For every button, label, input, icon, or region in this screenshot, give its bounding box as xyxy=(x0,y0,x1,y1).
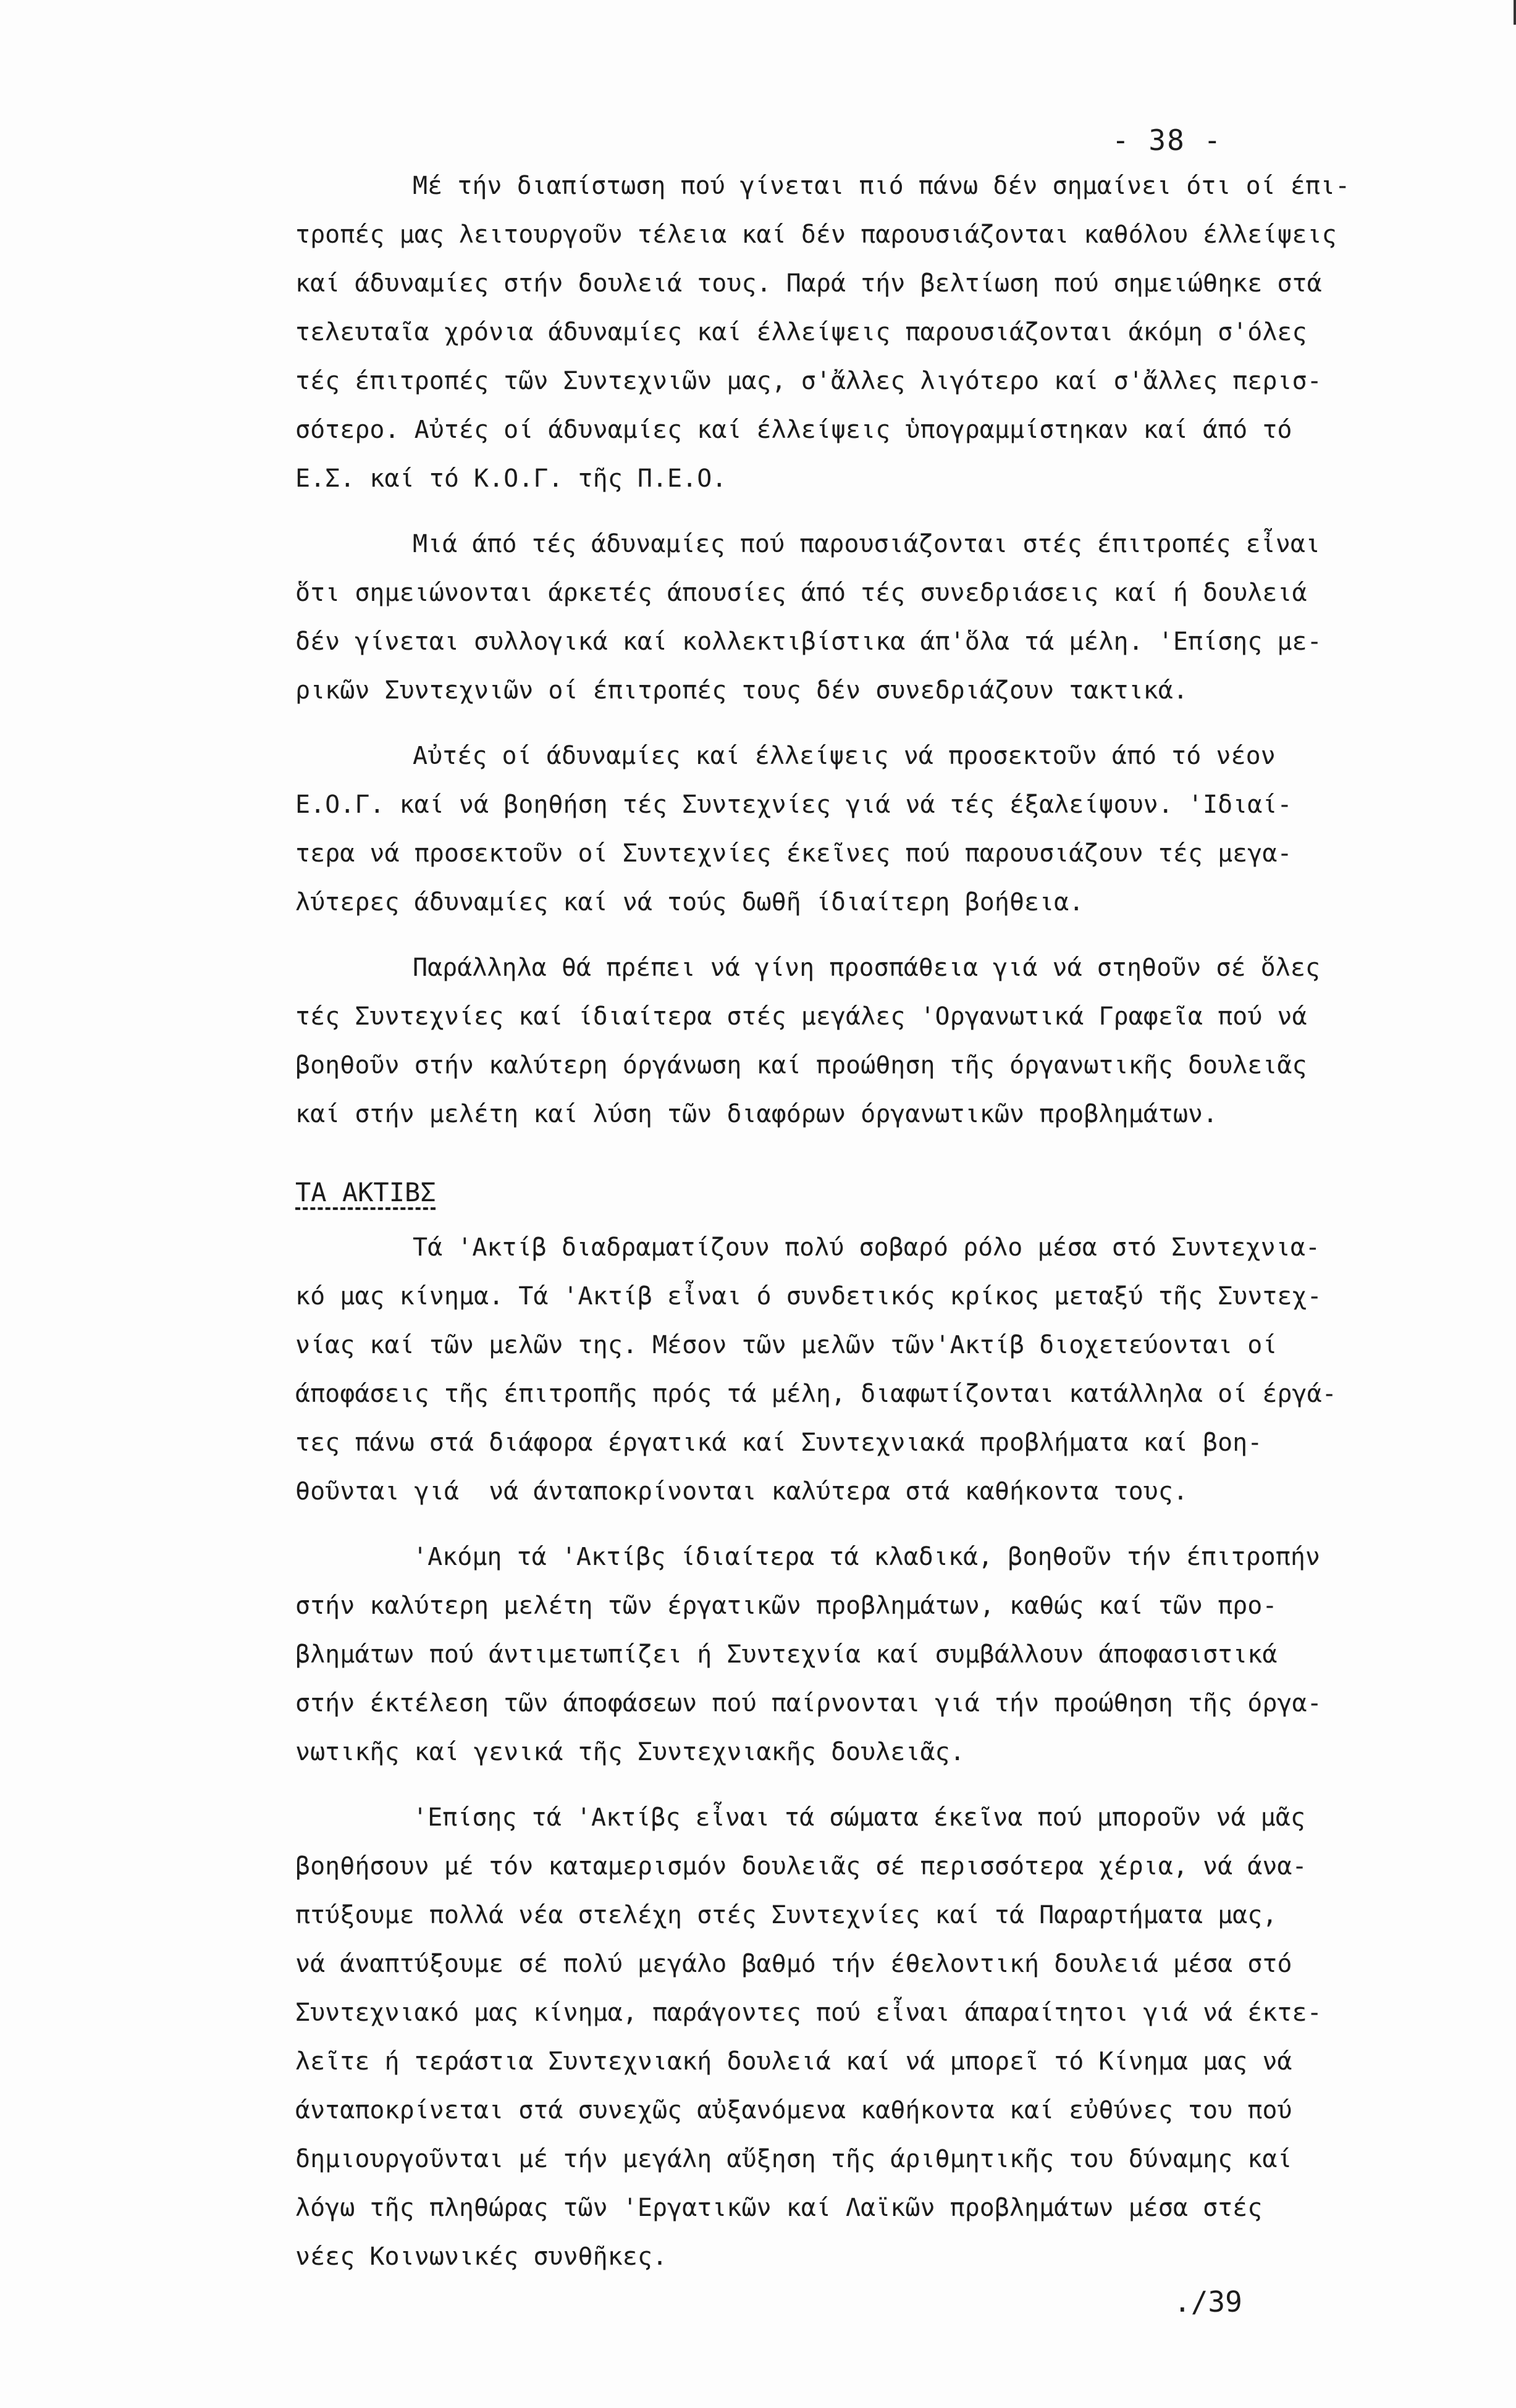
text-line: τερα νά προσεκτοῦν οί Συντεχνίες έκεῖνες πού παρουσιάζουν τές μεγα- xyxy=(295,839,1292,868)
text-line: Παράλληλα θά πρέπει νά γίνη προσπάθεια γιά νά στηθοῦν σέ ὅλες xyxy=(413,954,1321,982)
paragraph xyxy=(295,944,1475,1139)
text-line: καί στήν μελέτη καί λύση τῶν διαφόρων όργανωτικῶν προβλημάτων. xyxy=(295,1100,1218,1128)
paragraph xyxy=(295,162,1475,503)
text-line: Ε.Ο.Γ. καί νά βοηθήση τές Συντεχνίες γιά νά τές έξαλείψουν. 'Ιδιαί- xyxy=(295,791,1292,819)
text-line: λύτερες άδυναμίες καί νά τούς δωθῆ ίδιαίτερη βοήθεια. xyxy=(295,888,1084,917)
text-line: Μιά άπό τές άδυναμίες πού παρουσιάζονται στές έπιτροπές εἶναι xyxy=(413,530,1321,558)
text-line: Ε.Σ. καί τό Κ.Ο.Γ. τῆς Π.Ε.Ο. xyxy=(295,464,727,493)
text-line: άνταποκρίνεται στά συνεχῶς αὐξανόμενα καθήκοντα καί εὐθύνες του πού xyxy=(295,2096,1292,2125)
text-line: λεῖτε ή τεράστια Συντεχνιακή δουλειά καί νά μπορεῖ τό Κίνημα μας νά xyxy=(295,2047,1292,2076)
text-line: Τά 'Ακτίβ διαδραματίζουν πολύ σοβαρό ρόλο μέσα στό Συντεχνια- xyxy=(413,1233,1321,1262)
text-line: Μέ τήν διαπίστωση πού γίνεται πιό πάνω δέν σημαίνει ότι οί έπι- xyxy=(413,172,1350,200)
text-line: ρικῶν Συντεχνιῶν οί έπιτροπές τους δέν συνεδριάζουν τακτικά. xyxy=(295,676,1188,705)
document-body xyxy=(295,162,1475,2298)
text-line: βοηθοῦν στήν καλύτερη όργάνωση καί προώθηση τῆς όργανωτικῆς δουλειᾶς xyxy=(295,1051,1307,1080)
text-line: θοῦνται γιά νά άνταποκρίνονται καλύτερα στά καθήκοντα τους. xyxy=(295,1477,1188,1506)
continuation-page-marker: ./39 xyxy=(1174,2285,1242,2318)
paragraph xyxy=(295,1793,1475,2281)
text-line: νωτικῆς καί γενικά τῆς Συντεχνιακῆς δουλειᾶς. xyxy=(295,1738,965,1766)
text-line: 'Επίσης τά 'Ακτίβς εἶναι τά σώματα έκεῖνα πού μποροῦν νά μᾶς xyxy=(413,1803,1305,1832)
text-line: άποφάσεις τῆς έπιτροπῆς πρός τά μέλη, διαφωτίζονται κατάλληλα οί έργά- xyxy=(295,1380,1337,1408)
text-line: τές Συντεχνίες καί ίδιαίτερα στές μεγάλες 'Οργανωτικά Γραφεῖα πού νά xyxy=(295,1002,1307,1031)
text-line: Αὐτές οί άδυναμίες καί έλλείψεις νά προσεκτοῦν άπό τό νέον xyxy=(413,742,1276,770)
text-line: νίας καί τῶν μελῶν της. Μέσον τῶν μελῶν τῶν'Ακτίβ διοχετεύονται οί xyxy=(295,1331,1278,1359)
text-line: τροπές μας λειτουργοῦν τέλεια καί δέν παρουσιάζονται καθόλου έλλείψεις xyxy=(295,220,1337,249)
text-line: βλημάτων πού άντιμετωπίζει ή Συντεχνία καί συμβάλλουν άποφασιστικά xyxy=(295,1640,1278,1669)
text-line: νέες Κοινωνικές συνθῆκες. xyxy=(295,2242,668,2271)
paragraph xyxy=(295,1533,1475,1777)
text-line: ὅτι σημειώνονται άρκετές άπουσίες άπό τές συνεδριάσεις καί ή δουλειά xyxy=(295,579,1307,607)
text-line: βοηθήσουν μέ τόν καταμερισμόν δουλειᾶς σέ περισσότερα χέρια, νά άνα- xyxy=(295,1852,1307,1881)
text-line: στήν έκτέλεση τῶν άποφάσεων πού παίρνονται γιά τήν προώθηση τῆς όργα- xyxy=(295,1689,1322,1718)
text-line: στήν καλύτερη μελέτη τῶν έργατικῶν προβλημάτων, καθώς καί τῶν προ- xyxy=(295,1592,1278,1620)
text-line: κό μας κίνημα. Τά 'Ακτίβ εἶναι ό συνδετικός κρίκος μεταξύ τῆς Συντεχ- xyxy=(295,1282,1322,1311)
paragraph xyxy=(295,1223,1475,1516)
text-line: λόγω τῆς πληθώρας τῶν 'Εργατικῶν καί Λαϊκῶν προβλημάτων μέσα στές xyxy=(295,2194,1263,2222)
text-line: νά άναπτύξουμε σέ πολύ μεγάλο βαθμό τήν έθελοντική δουλειά μέσα στό xyxy=(295,1950,1292,1978)
section-heading-wrapper xyxy=(295,1156,1475,1223)
scan-edge-mark xyxy=(1514,0,1516,25)
text-line: 'Ακόμη τά 'Ακτίβς ίδιαίτερα τά κλαδικά, βοηθοῦν τήν έπιτροπήν xyxy=(413,1543,1321,1571)
text-line: τελευταῖα χρόνια άδυναμίες καί έλλείψεις παρουσιάζονται άκόμη σ'όλες xyxy=(295,318,1307,346)
paragraph xyxy=(295,520,1475,715)
text-line: Συντεχνιακό μας κίνημα, παράγοντες πού εἶναι άπαραίτητοι γιά νά έκτε- xyxy=(295,1999,1322,2027)
page-number: - 38 - xyxy=(1112,124,1223,157)
text-line: δημιουργοῦνται μέ τήν μεγάλη αὔξηση τῆς άριθμητικῆς του δύναμης καί xyxy=(295,2145,1292,2173)
text-line: τες πάνω στά διάφορα έργατικά καί Συντεχνιακά προβλήματα καί βοη- xyxy=(295,1428,1263,1457)
text-line: πτύξουμε πολλά νέα στελέχη στές Συντεχνίες καί τά Παραρτήματα μας, xyxy=(295,1901,1278,1929)
section-heading: ΤΑ ΑΚΤΙΒΣ xyxy=(295,1177,436,1207)
text-line: σότερο. Αὐτές οί άδυναμίες καί έλλείψεις ὑπογραμμίστηκαν καί άπό τό xyxy=(295,416,1292,444)
paragraph xyxy=(295,732,1475,927)
text-line: καί άδυναμίες στήν δουλειά τους. Παρά τήν βελτίωση πού σημειώθηκε στά xyxy=(295,269,1322,298)
text-line: τές έπιτροπές τῶν Συντεχνιῶν μας, σ'ἄλλες λιγότερο καί σ'ἄλλες περισ- xyxy=(295,367,1322,395)
text-line: δέν γίνεται συλλογικά καί κολλεκτιβίστικα άπ'ὅλα τά μέλη. 'Επίσης με- xyxy=(295,627,1322,656)
